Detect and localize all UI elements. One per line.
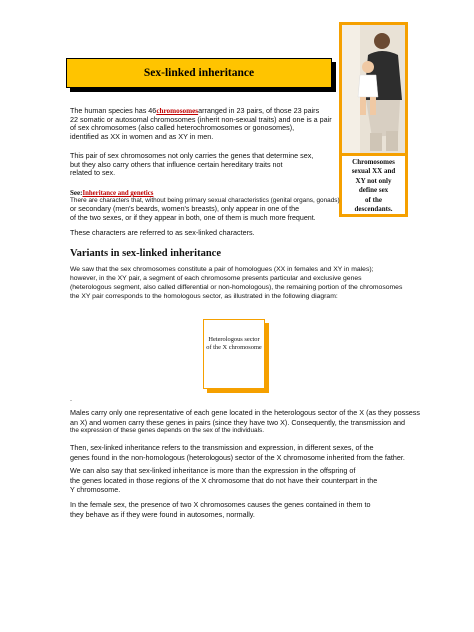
caption-line: XY not only [355, 176, 392, 185]
paragraph-6 [70, 408, 420, 435]
paragraph-4: These characters are referred to as sex-linked characters. [70, 228, 255, 237]
family-photo [339, 22, 408, 156]
caption-line: descendants. [354, 205, 393, 214]
paragraph-8 [70, 466, 377, 495]
paragraph-line: (heterologous segment, also called differential or non-homologous), the remaining portion of the chromosomes [70, 284, 403, 291]
paragraph-line: Y chromosome. [70, 485, 121, 494]
paragraph-line: We saw that the sex chromosomes constitute a pair of homologues (XX in females and XY in males); [70, 266, 374, 273]
intro-line-2: 22 somatic or autosomal chromosomes (inherit non-sexual traits) and one is a pair [70, 114, 332, 124]
section-heading: Variants in sex-linked inheritance [70, 248, 221, 259]
diagram-label [206, 336, 262, 352]
paragraph-line: an X) and women carry these genes in pairs (since they have two X). Consequently, the transmission and [70, 417, 406, 427]
intro-text: arranged in 23 pairs, of those 23 pairs [198, 106, 320, 115]
diagram-label-line: Heterologous sector [208, 336, 260, 343]
chromosomes-link[interactable]: chromosomes [156, 107, 199, 115]
intro-line-3: of sex chromosomes (also called heterochromosomes or gonosomes), [70, 123, 295, 132]
diagram-box [203, 319, 265, 389]
intro-text: The human species has 46 [70, 106, 157, 115]
paragraph-line: This pair of sex chromosomes not only carries the genes that determine sex, [70, 151, 314, 160]
caption-line: Chromosomes [352, 158, 395, 166]
paragraph-5 [70, 265, 402, 301]
intro-paragraph [70, 107, 332, 141]
paragraph-line: or secondary (men's beards, women's breasts), only appear in one of the [70, 205, 300, 213]
paragraph-line: of the two sexes, or if they appear in both, one of them is much more frequent. [70, 214, 316, 222]
family-photo-illustration [342, 25, 405, 153]
paragraph-line: the genes located in those regions of the X chromosome that do not have their counterpart in the [70, 475, 378, 485]
stray-dot: . [70, 394, 72, 403]
paragraph-line: There are characters that, without being primary sexual characteristics (genital organs, gonads) [70, 197, 340, 204]
photo-caption [342, 158, 405, 214]
paragraph-line: the expression of these genes depends on the sex of the individuals. [70, 427, 264, 434]
see-label: See: [70, 189, 83, 197]
caption-line: sexual XX and [351, 167, 396, 176]
paragraph-line: but they also carry others that influence certain hereditary traits not [70, 159, 283, 169]
paragraph-line: related to sex. [70, 168, 116, 177]
paragraph-7 [70, 443, 405, 462]
paragraph-line: genes found in the non-homologous (heterologous) sector of the X chromosome inherited from the father. [70, 452, 405, 462]
diagram-label-line: of the X chromosome [206, 344, 262, 351]
caption-line: define sex [358, 186, 389, 195]
paragraph-line: In the female sex, the presence of two X chromosomes causes the genes contained in them to [70, 500, 371, 509]
paragraph-2 [70, 152, 313, 178]
paragraph-line: Males carry only one representative of each gene located in the heterologous sector of the X (as they possess [70, 408, 420, 417]
paragraph-line: however, in the XY pair, a segment of each chromosome presents particular and exclusive genes [70, 275, 362, 282]
paragraph-line: they behave as if they were found in autosomes, normally. [70, 509, 255, 519]
paragraph-3 [70, 197, 340, 223]
paragraph-line: Then, sex-linked inheritance refers to the transmission and expression, in different sexes, of the [70, 443, 374, 452]
intro-line-4: identified as XX in women and as XY in men. [70, 131, 214, 141]
paragraph-line: the XY pair corresponds to the homologous sector, as illustrated in the following diagram: [70, 293, 338, 300]
paragraph-line: We can also say that sex-linked inheritance is more than the expression in the offspring of [70, 466, 356, 475]
inheritance-genetics-link[interactable]: Inheritance and genetics [82, 190, 154, 197]
caption-line: of the [365, 195, 382, 204]
paragraph-9 [70, 500, 370, 519]
page-title: Sex-linked inheritance [143, 67, 255, 79]
